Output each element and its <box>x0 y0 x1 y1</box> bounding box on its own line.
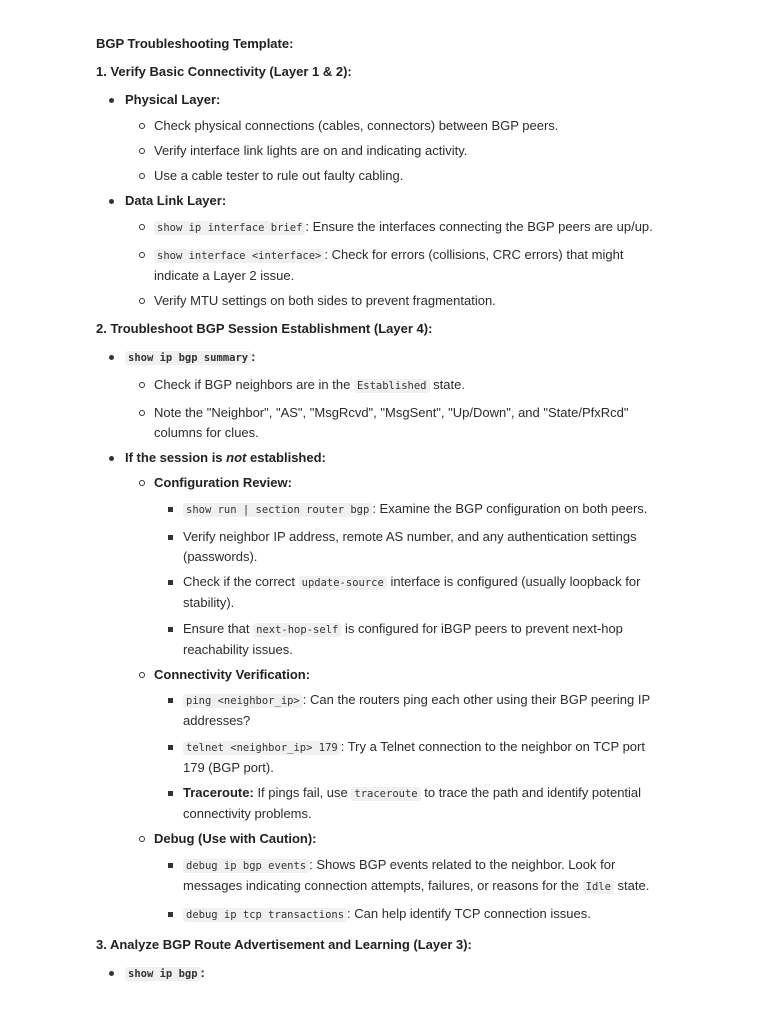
code-snippet: update-source <box>299 576 387 590</box>
code-snippet: show ip bgp <box>125 967 201 981</box>
emphasis-text: not <box>226 450 247 465</box>
list-item-text: If the session is <box>125 450 223 465</box>
list-item-continuation <box>96 711 728 731</box>
list-item-physical-layer <box>96 90 728 110</box>
colon: : <box>200 965 205 980</box>
list-item <box>96 499 728 520</box>
list-item <box>96 855 728 876</box>
list-item-debug <box>96 829 728 849</box>
list-item-text: Note the "Neighbor", "AS", "MsgRcvd", "MsgSent", "Up/Down", and "State/PfxRcd" <box>154 405 629 420</box>
list-item <box>96 291 728 311</box>
list-item <box>96 783 728 804</box>
code-snippet: traceroute <box>351 787 420 801</box>
list-item-text: Ensure that <box>183 621 250 636</box>
circle-bullet-icon <box>139 672 145 678</box>
list-item-text: addresses? <box>183 713 251 728</box>
list-item-text: messages indicating connection attempts, failures, or reasons for the <box>183 878 579 893</box>
list-item-text: Check if BGP neighbors are in the <box>154 377 351 392</box>
list-item-text: Verify MTU settings on both sides to prevent fragmentation. <box>154 293 496 308</box>
list-item-text: : Can help identify TCP connection issues. <box>347 906 591 921</box>
list-item-text: interface is configured (usually loopback for <box>390 574 641 589</box>
list-item <box>96 141 728 161</box>
square-bullet-icon <box>168 698 173 703</box>
code-snippet: show ip bgp summary <box>125 351 251 365</box>
square-bullet-icon <box>168 912 173 917</box>
circle-bullet-icon <box>139 252 145 258</box>
circle-bullet-icon <box>139 148 145 154</box>
list-item-text: Check physical connections (cables, connectors) between BGP peers. <box>154 118 559 133</box>
list-item-text: : Shows BGP events related to the neighbor. Look for <box>309 857 616 872</box>
disc-bullet-icon <box>109 456 114 461</box>
code-snippet: next-hop-self <box>253 623 341 637</box>
circle-bullet-icon <box>139 224 145 230</box>
code-snippet: ping <neighbor_ip> <box>183 694 303 708</box>
list-item-text: stability). <box>183 595 235 610</box>
list-item-session-not-established <box>96 448 728 468</box>
debug-label: Debug (Use with Caution): <box>154 831 317 846</box>
list-item <box>96 527 728 547</box>
code-snippet: Established <box>354 379 430 393</box>
list-item-continuation <box>96 266 728 286</box>
list-item <box>96 690 728 711</box>
square-bullet-icon <box>168 580 173 585</box>
list-item-continuation <box>96 804 728 824</box>
list-item-data-link-layer <box>96 191 728 211</box>
list-item-continuation <box>96 423 728 443</box>
list-item <box>96 375 728 396</box>
list-item-text: Verify interface link lights are on and indicating activity. <box>154 143 468 158</box>
list-item-continuation <box>96 758 728 778</box>
list-item-text: to trace the path and identify potential <box>424 785 642 800</box>
section-2-heading: 2. Troubleshoot BGP Session Establishment (Layer 4): <box>96 321 433 336</box>
traceroute-label: Traceroute: <box>183 785 254 800</box>
list-item-text: columns for clues. <box>154 425 259 440</box>
connectivity-verification-label: Connectivity Verification: <box>154 667 311 682</box>
list-item-configuration-review <box>96 473 728 493</box>
list-item-text: established: <box>250 450 326 465</box>
disc-bullet-icon <box>109 98 114 103</box>
disc-bullet-icon <box>109 971 114 976</box>
list-item-text: is configured for iBGP peers to prevent next-hop <box>344 621 623 636</box>
list-item-text: indicate a Layer 2 issue. <box>154 268 295 283</box>
document-title: BGP Troubleshooting Template: <box>96 36 294 51</box>
square-bullet-icon <box>168 535 173 540</box>
list-item-text: (passwords). <box>183 549 258 564</box>
list-item <box>96 116 728 136</box>
configuration-review-label: Configuration Review: <box>154 475 292 490</box>
square-bullet-icon <box>168 745 173 750</box>
list-item-text: : Can the routers ping each other using their BGP peering IP <box>302 692 651 707</box>
list-item <box>96 245 728 266</box>
code-snippet: debug ip tcp transactions <box>183 908 347 922</box>
code-snippet: Idle <box>583 880 614 894</box>
list-item <box>96 166 728 186</box>
list-item-text: reachability issues. <box>183 642 293 657</box>
code-snippet: telnet <neighbor_ip> 179 <box>183 741 341 755</box>
circle-bullet-icon <box>139 836 145 842</box>
list-item-text: state. <box>617 878 650 893</box>
colon: : <box>251 349 256 364</box>
list-item-show-ip-bgp-summary <box>96 347 728 368</box>
circle-bullet-icon <box>139 382 145 388</box>
list-item-text: connectivity problems. <box>183 806 312 821</box>
list-item-text: Check if the correct <box>183 574 295 589</box>
circle-bullet-icon <box>139 480 145 486</box>
section-3-heading: 3. Analyze BGP Route Advertisement and Learning (Layer 3): <box>96 937 472 952</box>
list-item-text: 179 (BGP port). <box>183 760 274 775</box>
list-item-text: : Examine the BGP configuration on both peers. <box>372 501 648 516</box>
square-bullet-icon <box>168 627 173 632</box>
data-link-layer-label: Data Link Layer: <box>125 193 227 208</box>
list-item <box>96 737 728 758</box>
disc-bullet-icon <box>109 355 114 360</box>
circle-bullet-icon <box>139 173 145 179</box>
list-item-continuation <box>96 547 728 567</box>
code-snippet: show interface <interface> <box>154 249 324 263</box>
list-item-text: : Try a Telnet connection to the neighbor on TCP port <box>340 739 645 754</box>
square-bullet-icon <box>168 507 173 512</box>
disc-bullet-icon <box>109 199 114 204</box>
section-1-heading: 1. Verify Basic Connectivity (Layer 1 & 2): <box>96 64 352 79</box>
list-item-text: : Ensure the interfaces connecting the BGP peers are up/up. <box>305 219 653 234</box>
code-snippet: show ip interface brief <box>154 221 305 235</box>
list-item-continuation <box>96 876 728 897</box>
circle-bullet-icon <box>139 298 145 304</box>
code-snippet: show run | section router bgp <box>183 503 372 517</box>
circle-bullet-icon <box>139 410 145 416</box>
list-item-text: Verify neighbor IP address, remote AS number, and any authentication settings <box>183 529 637 544</box>
square-bullet-icon <box>168 863 173 868</box>
list-item-continuation <box>96 593 728 613</box>
list-item <box>96 904 728 925</box>
list-item <box>96 217 728 238</box>
list-item-text: state. <box>433 377 465 392</box>
list-item-text: If pings fail, use <box>257 785 348 800</box>
physical-layer-label: Physical Layer: <box>125 92 221 107</box>
list-item <box>96 619 728 640</box>
circle-bullet-icon <box>139 123 145 129</box>
list-item-connectivity-verification <box>96 665 728 685</box>
list-item-continuation <box>96 640 728 660</box>
list-item-show-ip-bgp <box>96 963 728 984</box>
code-snippet: debug ip bgp events <box>183 859 309 873</box>
list-item <box>96 572 728 593</box>
square-bullet-icon <box>168 791 173 796</box>
list-item-text: : Check for errors (collisions, CRC errors) that might <box>324 247 624 262</box>
list-item-text: Use a cable tester to rule out faulty cabling. <box>154 168 404 183</box>
list-item <box>96 403 728 423</box>
